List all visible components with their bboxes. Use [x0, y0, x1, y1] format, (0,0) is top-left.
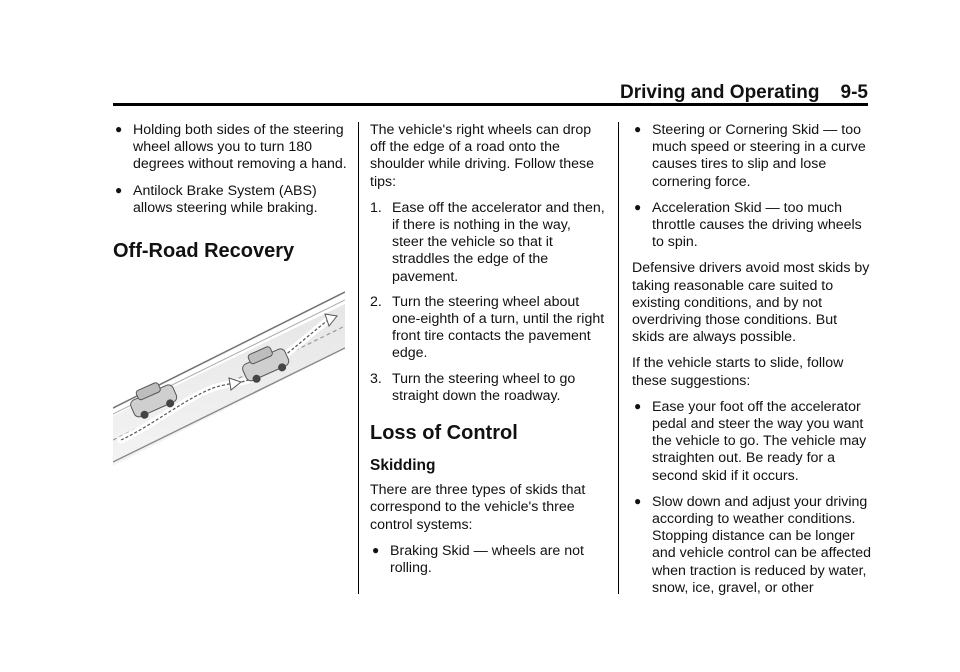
- intro-paragraph: The vehicle's right wheels can drop off the edge of a road onto the shoulder while driving. Follow these tips:: [370, 122, 594, 190]
- list-item: ● Ease your foot off the accelerator pedal and steer the way you want the vehicle to go. The vehicle may straighten out. Be ready for a second skid if it occurs.: [634, 398, 867, 484]
- bullet-icon: ●: [634, 122, 642, 136]
- list-item: 3. Turn the steering wheel to go straight down the roadway.: [370, 370, 576, 404]
- bullet-icon: ●: [115, 182, 123, 197]
- column-divider-2: [618, 122, 619, 594]
- column-divider-1: [358, 122, 359, 594]
- section-title: Driving and Operating: [620, 82, 820, 103]
- paragraph: If the vehicle starts to slide, follow these suggestions:: [632, 355, 844, 389]
- list-item: ● Acceleration Skid — too much throttle causes the driving wheels to spin.: [634, 199, 862, 251]
- list-item: 1. Ease off the accelerator and then, if there is nothing in the way, steer the vehicle so that it straddles the edge of the pavement.: [370, 199, 605, 285]
- list-item: ● Steering or Cornering Skid — too much speed or steering in a curve causes tires to slip and lose cornering force.: [634, 122, 866, 190]
- list-item: ● Holding both sides of the steering wheel allows you to turn 180 degrees without removing a hand.: [115, 122, 347, 173]
- subheading-skidding: Skidding: [370, 457, 436, 475]
- column-2: [370, 122, 606, 586]
- page-number: 9-5: [840, 82, 868, 103]
- bullet-icon: ●: [634, 199, 642, 214]
- section-heading-loss-of-control: Loss of Control: [370, 422, 518, 445]
- list-item: ● Slow down and adjust your driving according to weather conditions. Stopping distance can be longer and vehicle control can be affected when traction is reduced by water, snow, ice, gravel, or other: [634, 493, 872, 596]
- list-item: 2. Turn the steering wheel about one-eighth of a turn, until the right front tire contacts the pavement edge.: [370, 293, 605, 362]
- page-header: [620, 82, 868, 104]
- off-road-recovery-illustration: [113, 290, 345, 466]
- header-rule: [113, 103, 868, 106]
- bullet-icon: ●: [634, 398, 642, 413]
- bullet-icon: ●: [634, 493, 642, 508]
- bullet-icon: ●: [115, 122, 123, 136]
- skid-intro-paragraph: There are three types of skids that correspond to the vehicle's three control systems:: [370, 482, 586, 533]
- bullet-icon: ●: [372, 542, 380, 557]
- section-heading-off-road-recovery: Off-Road Recovery: [113, 240, 295, 263]
- column-1: [113, 122, 349, 275]
- list-item: ● Antilock Brake System (ABS) allows steering while braking.: [115, 182, 318, 216]
- paragraph: Defensive drivers avoid most skids by taking reasonable care suited to existing conditions, and by not overdriving those conditions. But skids are always possible.: [632, 260, 870, 346]
- column-3: [632, 122, 872, 606]
- list-item: ● Braking Skid — wheels are not rolling.: [372, 542, 584, 577]
